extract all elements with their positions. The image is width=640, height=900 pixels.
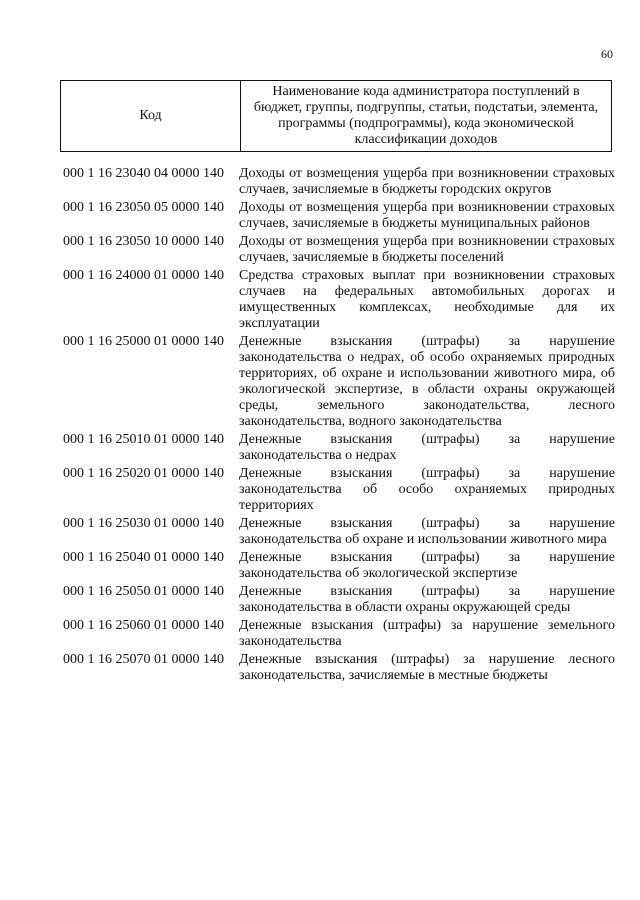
table-row bbox=[63, 200, 615, 232]
header-name-cell: Наименование кода администратора поступлений в бюджет, группы, подгруппы, статьи, подстатьи, элемента, программы (подпрограммы), кода экономической классификации доходов bbox=[253, 84, 599, 147]
row-description: Доходы от возмещения ущерба при возникновении страховых случаев, зачисляемые в бюджеты поселений bbox=[239, 234, 615, 265]
row-code: 000 1 16 23050 10 0000 140 bbox=[63, 234, 224, 249]
row-description: Доходы от возмещения ущерба при возникновении страховых случаев, зачисляемые в бюджеты муниципальных районов bbox=[239, 200, 615, 231]
row-code: 000 1 16 23050 05 0000 140 bbox=[63, 200, 224, 215]
table-row bbox=[63, 234, 615, 266]
row-code: 000 1 16 25050 01 0000 140 bbox=[63, 584, 224, 599]
row-description: Денежные взыскания (штрафы) за нарушение законодательства в области охраны окружающей среды bbox=[239, 584, 615, 615]
page-number: 60 bbox=[601, 47, 613, 61]
table-row bbox=[63, 466, 615, 514]
row-code: 000 1 16 25020 01 0000 140 bbox=[63, 466, 224, 481]
header-code-cell: Код bbox=[61, 81, 241, 151]
row-description: Денежные взыскания (штрафы) за нарушение законодательства о недрах, об особо охраняемых природных территориях, об охране и использовании животного мира, об экологической экспертизе, в области охраны окружающей среды, земельного законодательства, лесного законодательства, водного законодательства bbox=[239, 334, 615, 429]
row-code: 000 1 16 25060 01 0000 140 bbox=[63, 618, 224, 633]
table-row bbox=[63, 166, 615, 198]
row-description: Денежные взыскания (штрафы) за нарушение законодательства о недрах bbox=[239, 432, 615, 463]
table-row bbox=[63, 432, 615, 464]
row-code: 000 1 16 25030 01 0000 140 bbox=[63, 516, 224, 531]
table-row bbox=[63, 516, 615, 548]
row-description: Средства страховых выплат при возникновении страховых случаев на федеральных автомобильных дорогах и имущественных комплексах, необходимые для их эксплуатации bbox=[239, 268, 615, 331]
table-row bbox=[63, 584, 615, 616]
row-code: 000 1 16 25040 01 0000 140 bbox=[63, 550, 224, 565]
row-description: Денежные взыскания (штрафы) за нарушение лесного законодательства, зачисляемые в местные бюджеты bbox=[239, 652, 615, 683]
table-body bbox=[63, 166, 615, 686]
table-row bbox=[63, 618, 615, 650]
table-row bbox=[63, 652, 615, 684]
table-header bbox=[60, 80, 612, 152]
row-description: Денежные взыскания (штрафы) за нарушение земельного законодательства bbox=[239, 618, 615, 649]
row-description: Денежные взыскания (штрафы) за нарушение законодательства об особо охраняемых природных территориях bbox=[239, 466, 615, 513]
row-description: Денежные взыскания (штрафы) за нарушение законодательства об экологической экспертизе bbox=[239, 550, 615, 581]
table-row bbox=[63, 268, 615, 332]
row-description: Доходы от возмещения ущерба при возникновении страховых случаев, зачисляемые в бюджеты городских округов bbox=[239, 166, 615, 197]
row-code: 000 1 16 25000 01 0000 140 bbox=[63, 334, 224, 349]
row-description: Денежные взыскания (штрафы) за нарушение законодательства об охране и использовании животного мира bbox=[239, 516, 615, 547]
row-code: 000 1 16 24000 01 0000 140 bbox=[63, 268, 224, 283]
table-row bbox=[63, 550, 615, 582]
row-code: 000 1 16 25070 01 0000 140 bbox=[63, 652, 224, 667]
row-code: 000 1 16 23040 04 0000 140 bbox=[63, 166, 224, 181]
table-row bbox=[63, 334, 615, 430]
row-code: 000 1 16 25010 01 0000 140 bbox=[63, 432, 224, 447]
